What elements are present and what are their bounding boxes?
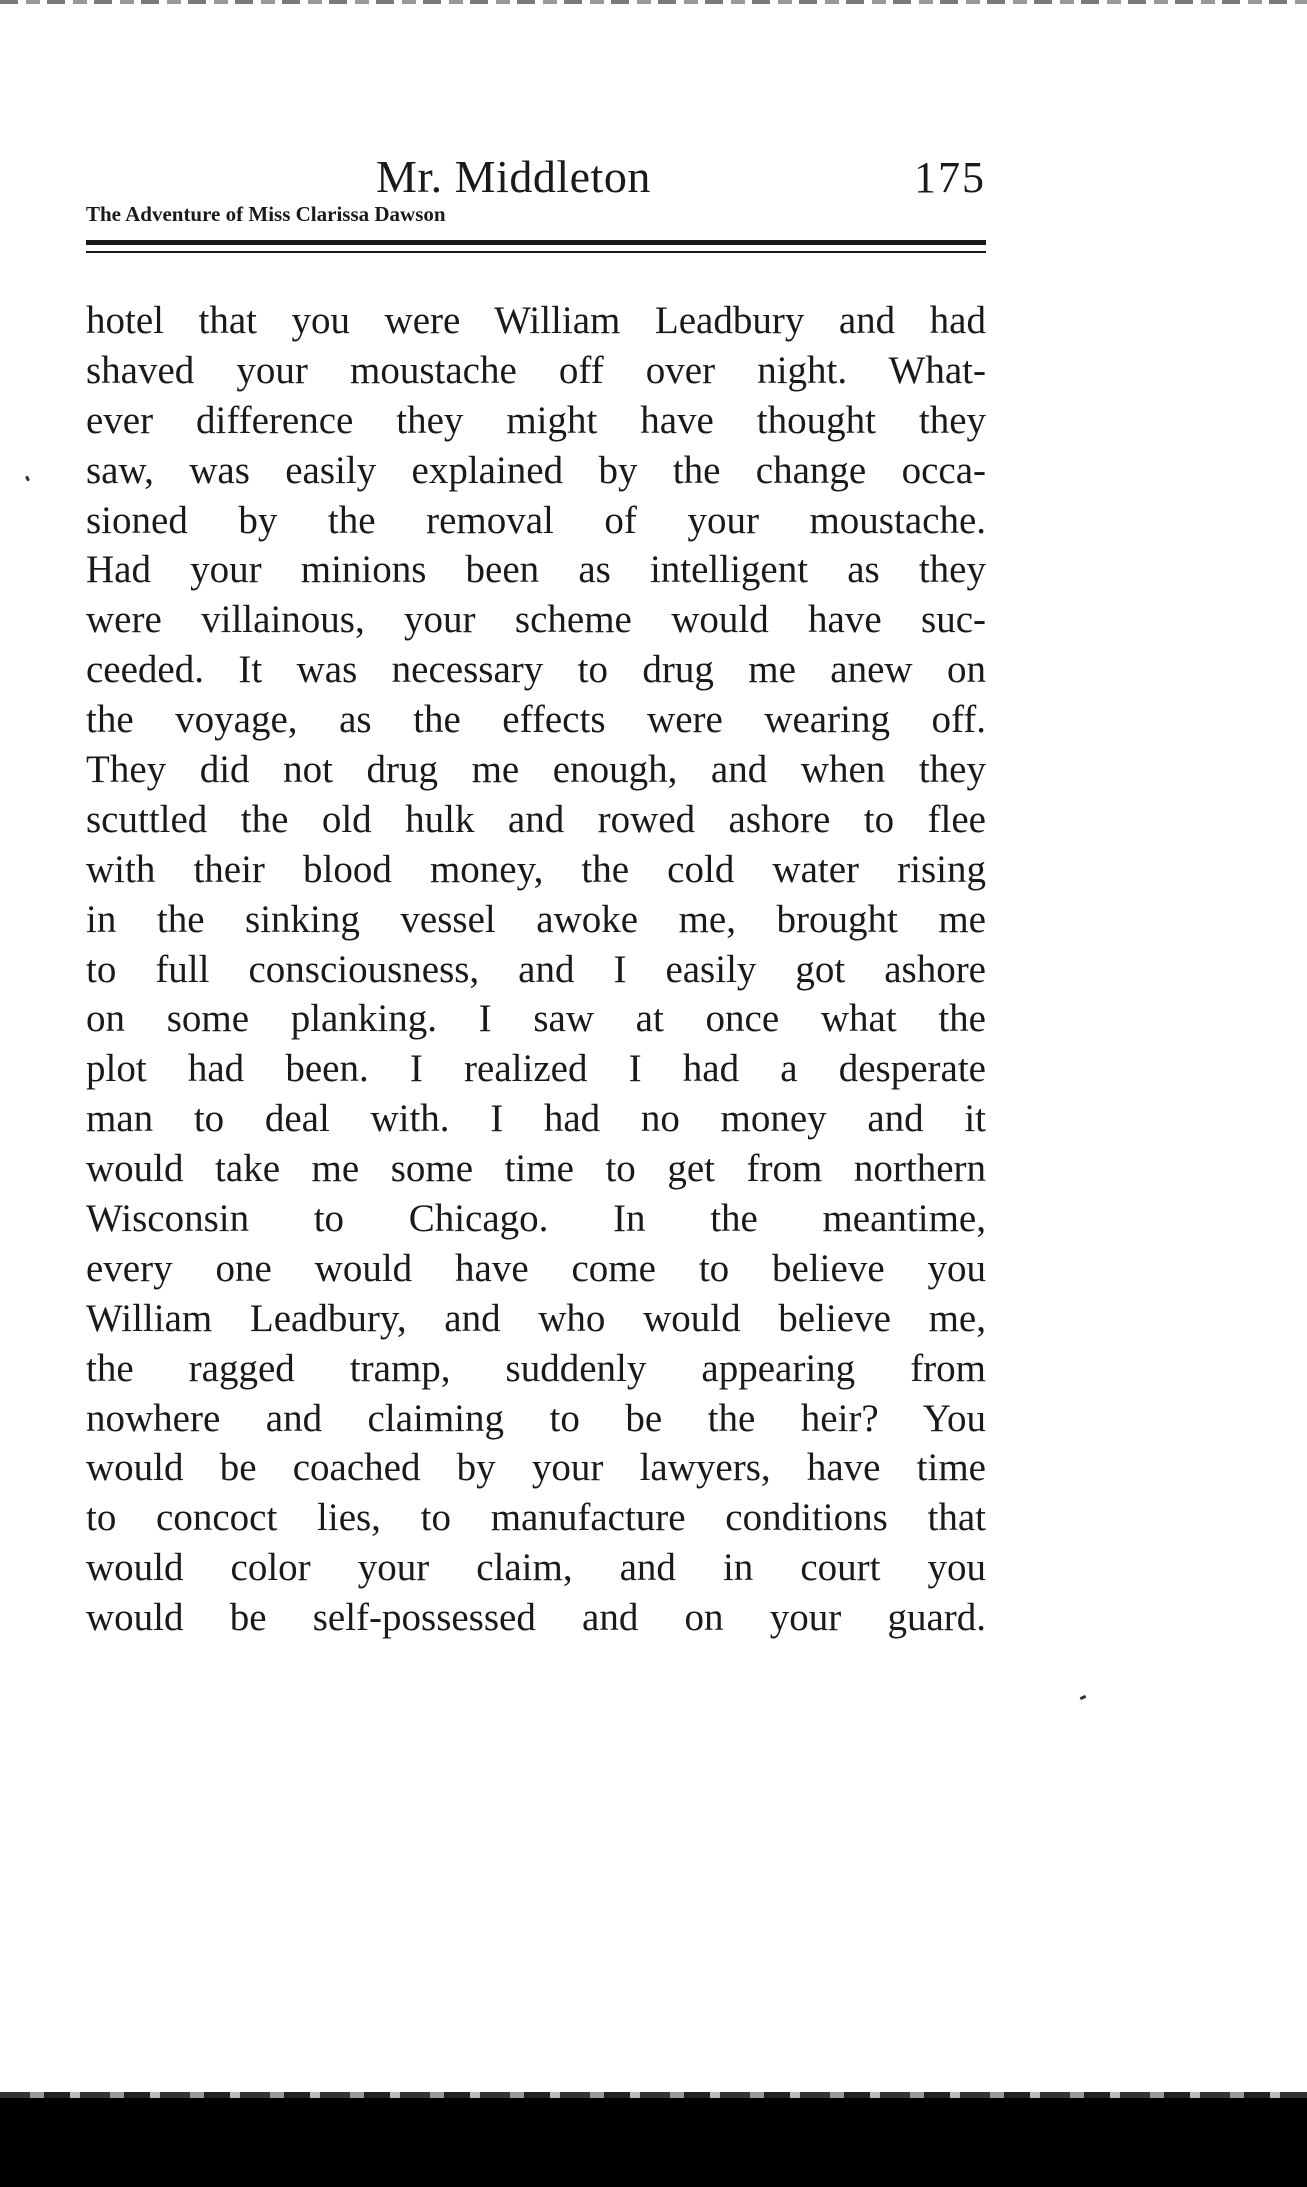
text-line: to full consciousness, and I easily got ashore [86,947,986,991]
text-line: shaved your moustache off over night. What- [86,348,986,392]
text-line: would be coached by your lawyers, have time [86,1446,986,1490]
text-line: William Leadbury, and who would believe me, [86,1296,986,1340]
text-line: sioned by the removal of your moustache. [86,498,986,542]
text-line: on some planking. I saw at once what the [86,997,986,1041]
text-line: nowhere and claiming to be the heir? You [86,1396,986,1440]
text-line: in the sinking vessel awoke me, brought me [86,897,986,941]
text-line: would take me some time to get from northern [86,1147,986,1191]
text-line: would be self-possessed and on your guard. [86,1596,986,1640]
text-line: with their blood money, the cold water rising [86,847,986,891]
text-line: plot had been. I realized I had a desperate [86,1047,986,1091]
text-line: saw, was easily explained by the change occa- [86,448,986,492]
text-line: ceeded. It was necessary to drug me anew on [86,648,986,692]
running-title: Mr. Middleton [376,151,651,202]
header-rule-thin [86,251,986,253]
text-line: hotel that you were William Leadbury and had [86,299,986,342]
text-line: the ragged tramp, suddenly appearing from [86,1346,986,1390]
header-rule-thick [86,240,986,245]
text-line: would color your claim, and in court you [86,1546,986,1590]
text-line: were villainous, your scheme would have suc- [86,598,986,642]
scan-bottom-band [0,2098,1307,2187]
text-line: ever difference they might have thought they [86,398,986,442]
ink-speck [25,476,30,482]
page-number: 175 [914,153,986,202]
text-line: to concoct lies, to manufacture conditions that [86,1496,986,1540]
text-line: man to deal with. I had no money and it [86,1097,986,1141]
text-line: scuttled the old hulk and rowed ashore to flee [86,797,986,841]
text-line: Had your minions been as intelligent as they [86,548,986,592]
ink-speck [1080,1695,1087,1700]
scan-top-edge [0,0,1307,4]
body-text [86,296,986,1643]
text-line: Wisconsin to Chicago. In the meantime, [86,1197,986,1241]
text-line: the voyage, as the effects were wearing off. [86,698,986,742]
running-subtitle: The Adventure of Miss Clarissa Dawson [86,202,446,226]
text-line: every one would have come to believe you [86,1246,986,1290]
text-line: They did not drug me enough, and when they [86,748,986,792]
